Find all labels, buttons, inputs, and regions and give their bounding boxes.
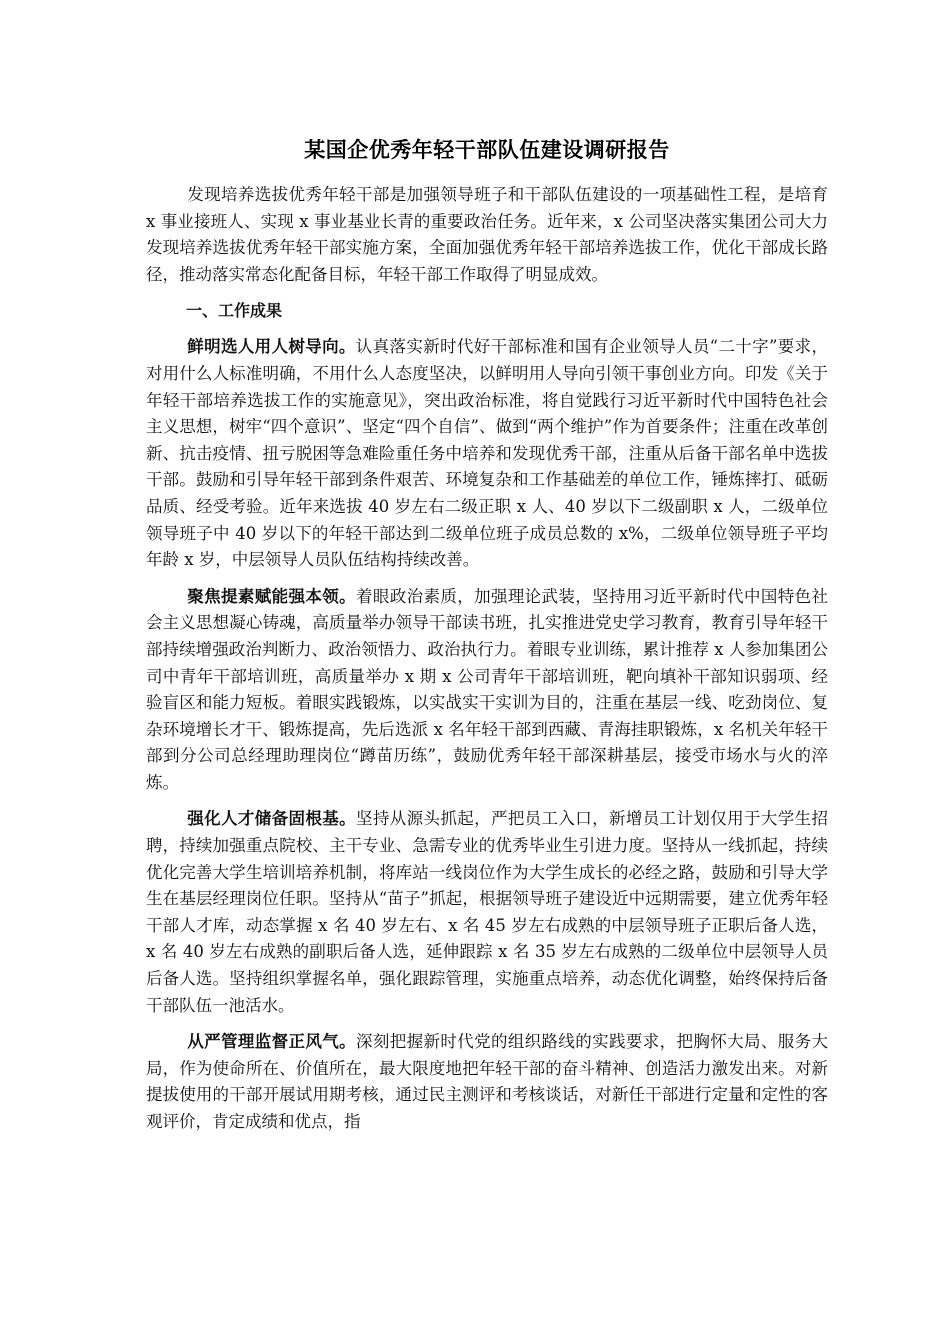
paragraph-text: 坚持从源头抓起，严把员工入口，新增员工计划仅用于大学生招聘，持续加强重点院校、主干专业、急需专业的优秀毕业生引进力度。坚持从一线抓起，持续优化完善大学生培训培养机制，将库站一线岗位作为大学生成长的必经之路，鼓励和引导大学生在基层经理岗位任职。坚持从“苗子”抓起，根据领导班子建设近中远期需要，建立优秀年轻干部人才库，动态掌握 x 名 40 岁左右、x 名 45 岁左右成熟的中层领导班子正职后备人选，x 名 40 岁左右成熟的副职后备人选，延伸跟踪 x 名 35 岁左右成熟的二级单位中层领导人员后备人选。坚持组织掌握名单，强化跟踪管理，实施重点培养，动态优化调整，始终保持后备干部队伍一池活水。 (146, 809, 829, 1015)
paragraph-strict-supervision (146, 1029, 828, 1135)
paragraph-lead: 从严管理监督正风气。 (187, 1032, 356, 1052)
paragraph-lead: 聚焦提素赋能强本领。 (187, 586, 356, 606)
document-body (146, 126, 828, 1146)
paragraph-lead: 强化人才储备固根基。 (187, 809, 356, 829)
document-title: 某国企优秀年轻干部队伍建设调研报告 (304, 138, 670, 162)
paragraph-text: 着眼政治素质，加强理论武装，坚持用习近平新时代中国特色社会主义思想凝心铸魂，高质量举办领导干部读书班，扎实推进党史学习教育，教育引导年轻干部持续增强政治判断力、政治领悟力、政治执行力。着眼专业训练，累计推荐 x 人参加集团公司中青年干部培训班，高质量举办 x 期 x 公司青年干部培训班，靶向填补干部知识弱项、经验盲区和能力短板。着眼实践锻炼，以实战实干实训为目的，注重在基层一线、吃劲岗位、复杂环境增长才干、锻炼提高，先后选派 x 名年轻干部到西藏、青海挂职锻炼，x 名机关年轻干部到分公司总经理助理岗位“蹲苗历练”，鼓励优秀年轻干部深耕基层，接受市场水与火的淬炼。 (146, 586, 829, 792)
paragraph-text: 认真落实新时代好干部标准和国有企业领导人员“二十字”要求，对用什么人标准明确，不用什么人态度坚决，以鲜明用人导向引领干事创业方向。印发《关于年轻干部培养选拔工作的实施意见》，突出政治标准，将自觉践行习近平新时代中国特色社会主义思想，树牢“四个意识”、坚定“四个自信”、做到“两个维护”作为首要条件；注重在改革创新、抗击疫情、扭亏脱困等急难险重任务中培养和发现优秀干部，注重从后备干部名单中选拔干部。鼓励和引导年轻干部到条件艰苦、环境复杂和工作基础差的单位工作，锤炼摔打、砥砺品质、经受考验。近年来选拔 40 岁左右二级正职 x 人、40 岁以下二级副职 x 人，二级单位领导班子中 40 岁以下的年轻干部达到二级单位班子成员总数的 x%，二级单位领导班子平均年龄 x 岁，中层领导人员队伍结构持续改善。 (146, 337, 829, 570)
paragraph-selection-guidance (146, 334, 828, 573)
section-heading-work-results: 一、工作成果 (186, 301, 283, 321)
paragraph-capability-building (146, 584, 828, 797)
paragraph-talent-reserve (146, 806, 828, 1019)
intro-paragraph: 发现培养选拔优秀年轻干部是加强领导班子和干部队伍建设的一项基础性工程，是培育 x 事业接班人、实现 x 事业基业长青的重要政治任务。近年来，x 公司坚决落实集团公司大力发现培养选拔优秀年轻干部实施方案，全面加强优秀年轻干部培养选拔工作，优化干部成长路径，推动落实常态化配备目标，年轻干部工作取得了明显成效。 (146, 185, 828, 284)
paragraph-text: 深刻把握新时代党的组织路线的实践要求，把胸怀大局、服务大局，作为使命所在、价值所在，最大限度地把年轻干部的奋斗精神、创造活力激发出来。对新提拔使用的干部开展试用期考核，通过民主测评和考核谈话，对新任干部进行定量和定性的客观评价，肯定成绩和优点，指 (146, 1032, 829, 1131)
paragraph-lead: 鲜明选人用人树导向。 (187, 337, 356, 357)
